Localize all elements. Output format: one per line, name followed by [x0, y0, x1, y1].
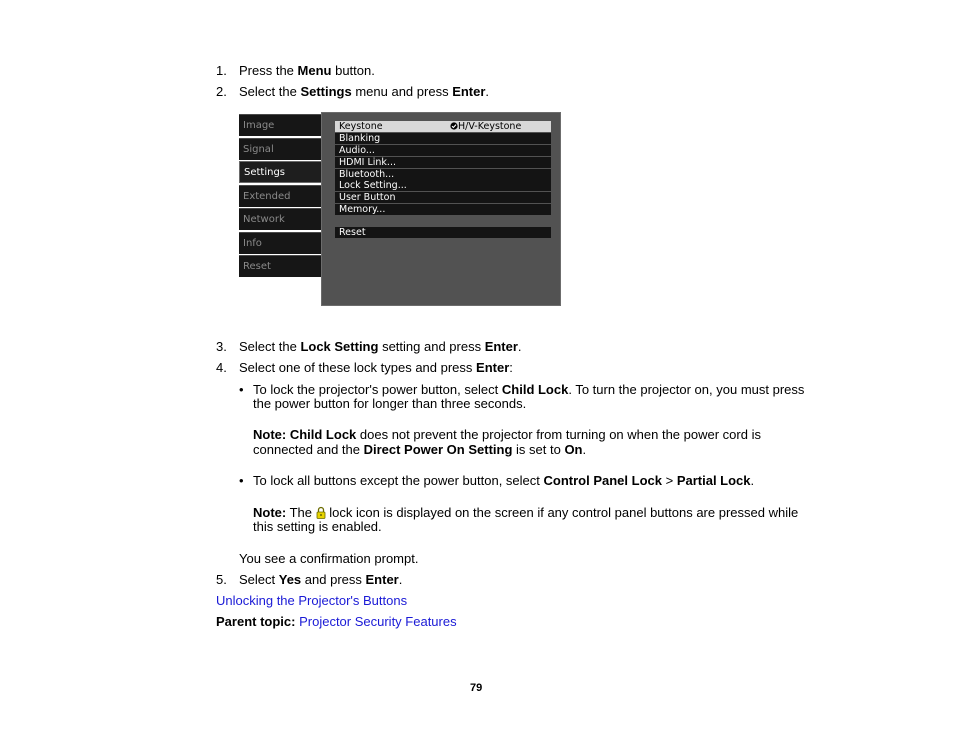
menu-item-hdmi-link: HDMI Link...: [335, 157, 551, 168]
step-keyword: Menu: [297, 63, 332, 78]
menu-item-reset: Reset: [335, 227, 551, 238]
parent-topic: [216, 614, 457, 629]
note-label: Note:: [253, 505, 287, 520]
step-text: :: [509, 360, 513, 375]
menu-tab-image: Image: [239, 114, 321, 136]
menu-item-memory: Memory...: [335, 204, 551, 215]
menu-item-blanking: Blanking: [335, 133, 551, 144]
note-text-line2: this setting is enabled.: [253, 519, 382, 534]
step-text: Select the: [239, 84, 301, 99]
keystone-value-label: H/V-Keystone: [458, 121, 522, 132]
bullet-text: . To turn the projector on, you must press: [568, 382, 805, 397]
unlocking-buttons-link[interactable]: Unlocking the Projector's Buttons: [216, 593, 408, 608]
page-number: 79: [470, 682, 483, 694]
bullet-keyword: Partial Lock: [676, 473, 751, 488]
note-text: does not prevent the projector from turning on when the power cord is: [356, 427, 761, 442]
bullet-keyword: Child Lock: [501, 382, 569, 397]
bullet-keyword: Control Panel Lock: [543, 473, 662, 488]
step-number: 5.: [216, 572, 227, 587]
step-text: .: [517, 339, 522, 354]
bullet-text: >: [661, 473, 677, 488]
step-number: 2.: [216, 84, 227, 99]
keystone-value: [450, 121, 521, 132]
menu-tab-info: Info: [239, 232, 321, 254]
parent-topic-label: Parent topic:: [216, 614, 296, 629]
step-keyword: Enter: [484, 339, 518, 354]
bullet-text-line2: the power button for longer than three seconds.: [253, 396, 527, 411]
menu-tab-extended: Extended: [239, 185, 321, 207]
bullet-text: To lock the projector's power button, select: [253, 382, 502, 397]
menu-tab-settings: Settings: [239, 161, 327, 183]
step-keyword: Settings: [300, 84, 352, 99]
menu-item-bluetooth: Bluetooth...: [335, 169, 551, 180]
menu-tab-reset: Reset: [239, 255, 321, 277]
projector-security-features-link[interactable]: Projector Security Features: [299, 614, 457, 629]
confirmation-text: You see a confirmation prompt.: [239, 551, 419, 566]
note-text: connected and the: [253, 442, 364, 457]
note-label: Note: Child Lock: [253, 427, 357, 442]
step-keyword: Lock Setting: [300, 339, 379, 354]
step-text: .: [398, 572, 403, 587]
step-keyword: Enter: [452, 84, 486, 99]
check-circle-icon: [450, 122, 458, 130]
note-keyword: Direct Power On Setting: [363, 442, 513, 457]
lock-icon: [316, 506, 326, 519]
step-text: Select the: [239, 339, 301, 354]
note-keyword: On: [564, 442, 583, 457]
step-number: 1.: [216, 63, 227, 78]
step-text: Select: [239, 572, 279, 587]
projector-menu-screenshot: [239, 112, 561, 306]
menu-item-audio: Audio...: [335, 145, 551, 156]
menu-panel: [321, 112, 561, 306]
menu-item-keystone: [335, 121, 551, 132]
menu-item-lock-setting: Lock Setting...: [335, 180, 551, 191]
note-text: lock icon is displayed on the screen if any control panel buttons are pressed while: [325, 505, 799, 520]
bullet-marker: •: [239, 382, 244, 397]
step-text: setting and press: [378, 339, 485, 354]
bullet-marker: •: [239, 473, 244, 488]
note-text: is set to: [512, 442, 565, 457]
bullet-text: To lock all buttons except the power button, select: [253, 473, 544, 488]
menu-item-user-button: User Button: [335, 192, 551, 203]
menu-tab-network: Network: [239, 208, 321, 230]
step-text: menu and press: [351, 84, 453, 99]
step-text: Press the: [239, 63, 298, 78]
step-keyword: Enter: [476, 360, 510, 375]
step-keyword: Yes: [278, 572, 302, 587]
step-text: button.: [331, 63, 375, 78]
menu-item-label: Keystone: [339, 121, 383, 132]
note-text: The: [286, 505, 316, 520]
step-text: .: [485, 84, 490, 99]
menu-tab-signal: Signal: [239, 138, 321, 160]
step-number: 4.: [216, 360, 227, 375]
step-text: and press: [301, 572, 366, 587]
bullet-text: .: [750, 473, 755, 488]
note-text: .: [582, 442, 587, 457]
step-number: 3.: [216, 339, 227, 354]
step-text: Select one of these lock types and press: [239, 360, 477, 375]
step-keyword: Enter: [365, 572, 399, 587]
